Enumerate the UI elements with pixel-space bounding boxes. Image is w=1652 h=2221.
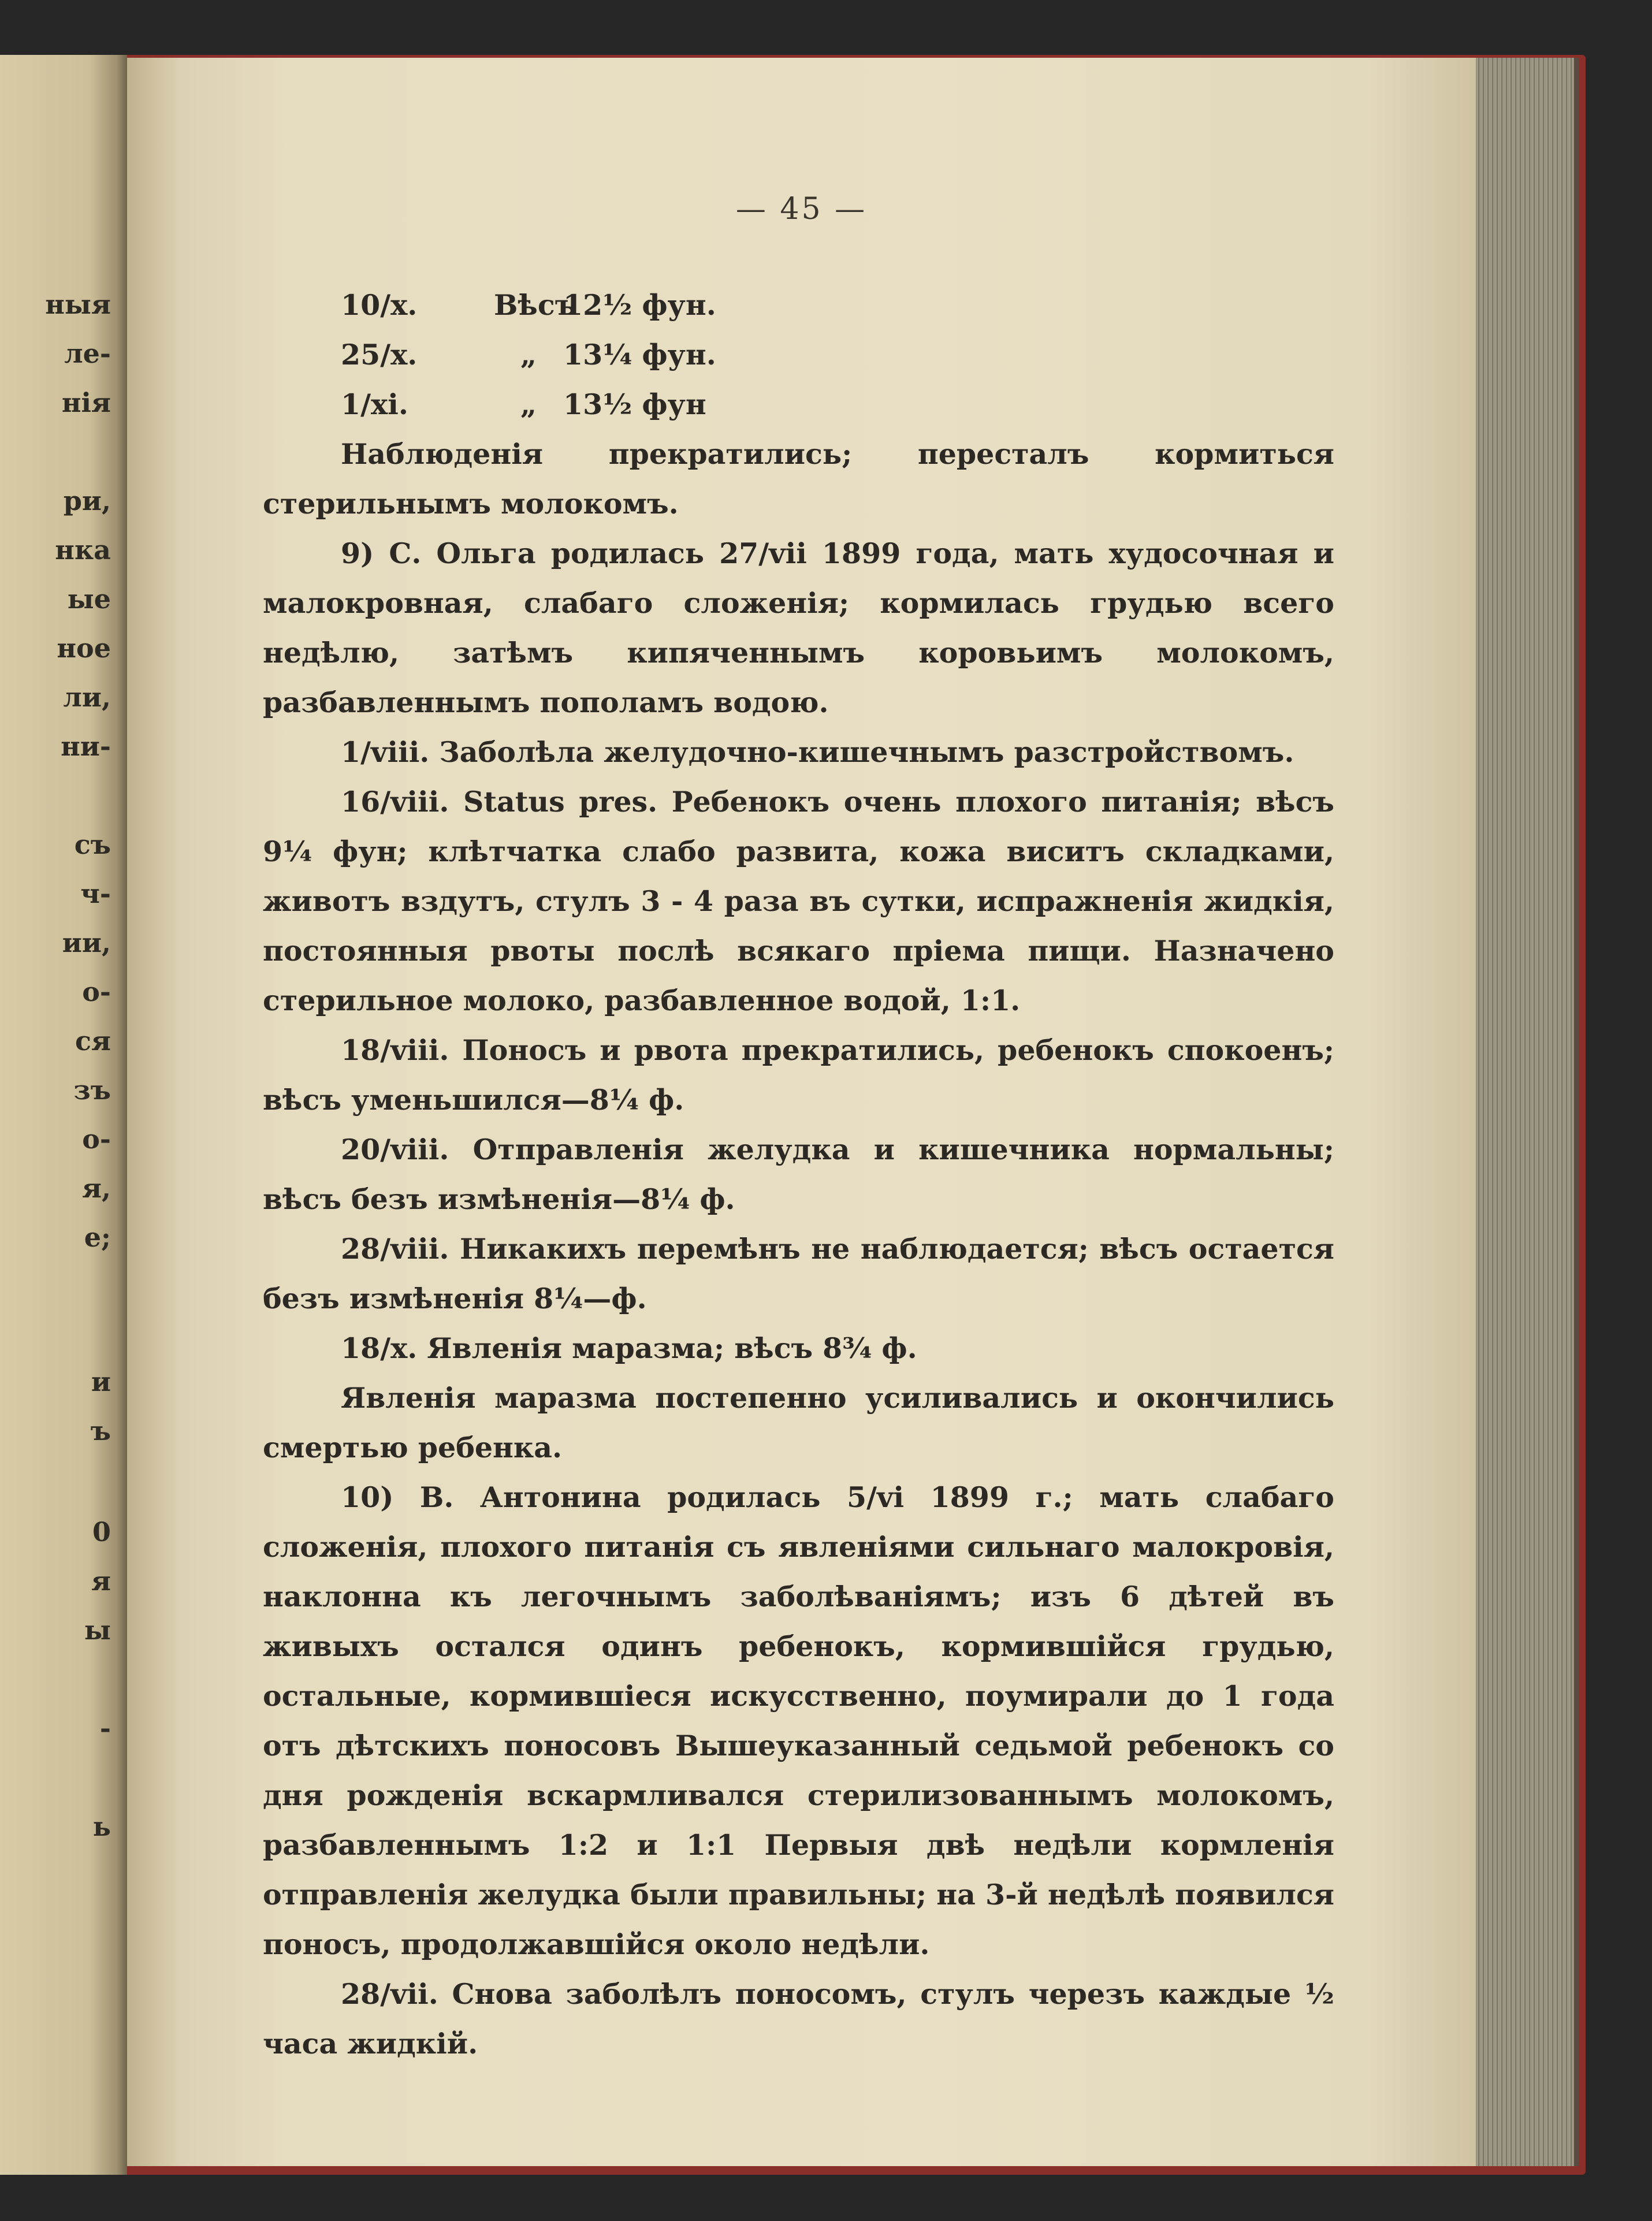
prev-page-fragment: ь	[92, 1811, 111, 1842]
weight-date: 25/x.	[341, 338, 418, 371]
page-edges	[1476, 58, 1579, 2166]
prev-page-fragment: съ	[74, 829, 111, 860]
prev-page-fragment: нія	[61, 387, 111, 418]
weight-value: 13¼ фун.	[563, 338, 716, 371]
prev-page-fragment: о-	[82, 976, 111, 1007]
prev-page-fragment: нка	[55, 534, 111, 566]
prev-page-fragment: ри,	[63, 485, 111, 516]
prev-page-fragment: ли,	[63, 682, 111, 713]
prev-page-fragment: е;	[84, 1222, 111, 1253]
paragraph: 1/viii. Заболѣла желудочно-кишечнымъ разстройствомъ.	[341, 735, 1294, 769]
paragraph: 18/x. Явленія маразма; вѣсъ 8¾ ф.	[341, 1331, 917, 1365]
prev-page-fragment: ся	[75, 1025, 111, 1056]
weight-date: 10/x.	[341, 288, 418, 322]
prev-page-fragment: ни-	[61, 731, 111, 762]
prev-page-fragment: о-	[82, 1123, 111, 1155]
previous-page	[0, 55, 127, 2175]
weight-label: Вѣсъ	[494, 288, 577, 322]
prev-page-fragment: ии,	[62, 927, 111, 958]
weight-record	[263, 380, 1334, 429]
weight-date: 1/xi.	[341, 388, 408, 421]
paragraph: 28/viii. Никакихъ перемѣнъ не наблюдается; вѣсъ остается безъ измѣненія 8¼—ф.	[263, 1232, 1334, 1315]
paragraph: Явленія маразма постепенно усиливались и окончились смертью ребенка.	[263, 1381, 1334, 1464]
prev-page-fragment: ы	[84, 1614, 111, 1646]
ditto-mark: „	[520, 338, 537, 371]
prev-page-fragment: ле-	[64, 338, 111, 369]
prev-page-fragment: ч-	[80, 878, 111, 909]
paragraph: 10) В. Антонина родилась 5/vi 1899 г.; мать слабаго сложенія, плохого питанія съ явленіями сильнаго малокровія, наклонна къ легочнымъ заболѣваніямъ; изъ 6 дѣтей въ живыхъ остался одинъ ребенокъ, кормившійся грудью, остальные, кормившіеся искусственно, поумирали до 1 года отъ дѣтскихъ поносовъ Вышеуказанный седьмой ребенокъ со дня рожденія вскармливался стерилизованнымъ молокомъ, разбавленнымъ 1:2 и 1:1 Первыя двѣ недѣли кормленія отправленія желудка были правильны; на 3-й недѣлѣ появился поносъ, продолжавшійся около недѣли.	[263, 1480, 1334, 1961]
prev-page-fragment: я,	[82, 1173, 111, 1204]
ditto-mark: „	[520, 388, 537, 421]
prev-page-fragment: я	[91, 1565, 111, 1597]
prev-page-fragment: 0	[92, 1516, 111, 1547]
weight-record	[263, 280, 1334, 330]
prev-page-fragment: и	[91, 1366, 111, 1397]
paragraph: Наблюденія прекратились; пересталъ кормиться стерильнымъ молокомъ.	[263, 437, 1334, 520]
paragraph: 9) С. Ольга родилась 27/vii 1899 года, мать худосочная и малокровная, слабаго сложенія; кормилась грудью всего недѣлю, затѣмъ кипяченнымъ коровьимъ молокомъ, разбавленнымъ пополамъ водою.	[263, 537, 1334, 719]
prev-page-fragment: ые	[67, 583, 111, 615]
page-number: — 45 —	[735, 192, 868, 226]
weight-value: 13½ фун	[563, 388, 706, 421]
page-body	[263, 280, 1334, 2069]
prev-page-fragment: ъ	[90, 1415, 111, 1446]
weight-value: 12½ фун.	[563, 288, 716, 322]
paragraph: 20/viii. Отправленія желудка и кишечника нормальны; вѣсъ безъ измѣненія—8¼ ф.	[263, 1133, 1334, 1216]
prev-page-fragment: ное	[57, 633, 111, 664]
prev-page-fragment: -	[99, 1713, 111, 1744]
prev-page-fragment: ныя	[45, 289, 111, 320]
weight-record	[263, 330, 1334, 380]
paragraph: 18/viii. Поносъ и рвота прекратились, ребенокъ спокоенъ; вѣсъ уменьшился—8¼ ф.	[263, 1033, 1334, 1117]
prev-page-fragment: зъ	[73, 1074, 111, 1106]
paragraph: 28/vii. Снова заболѣлъ поносомъ, стулъ черезъ каждые ½ часа жидкій.	[263, 1977, 1334, 2060]
paragraph: 16/viii. Status pres. Ребенокъ очень плохого питанія; вѣсъ 9¼ фун; клѣтчатка слабо развита, кожа виситъ складками, животъ вздутъ, стулъ 3 - 4 раза въ сутки, испражненія жидкія, постоянныя рвоты послѣ всякаго пріема пищи. Назначено стерильное молоко, разбавленное водой, 1:1.	[263, 785, 1334, 1017]
book-page	[127, 58, 1476, 2166]
